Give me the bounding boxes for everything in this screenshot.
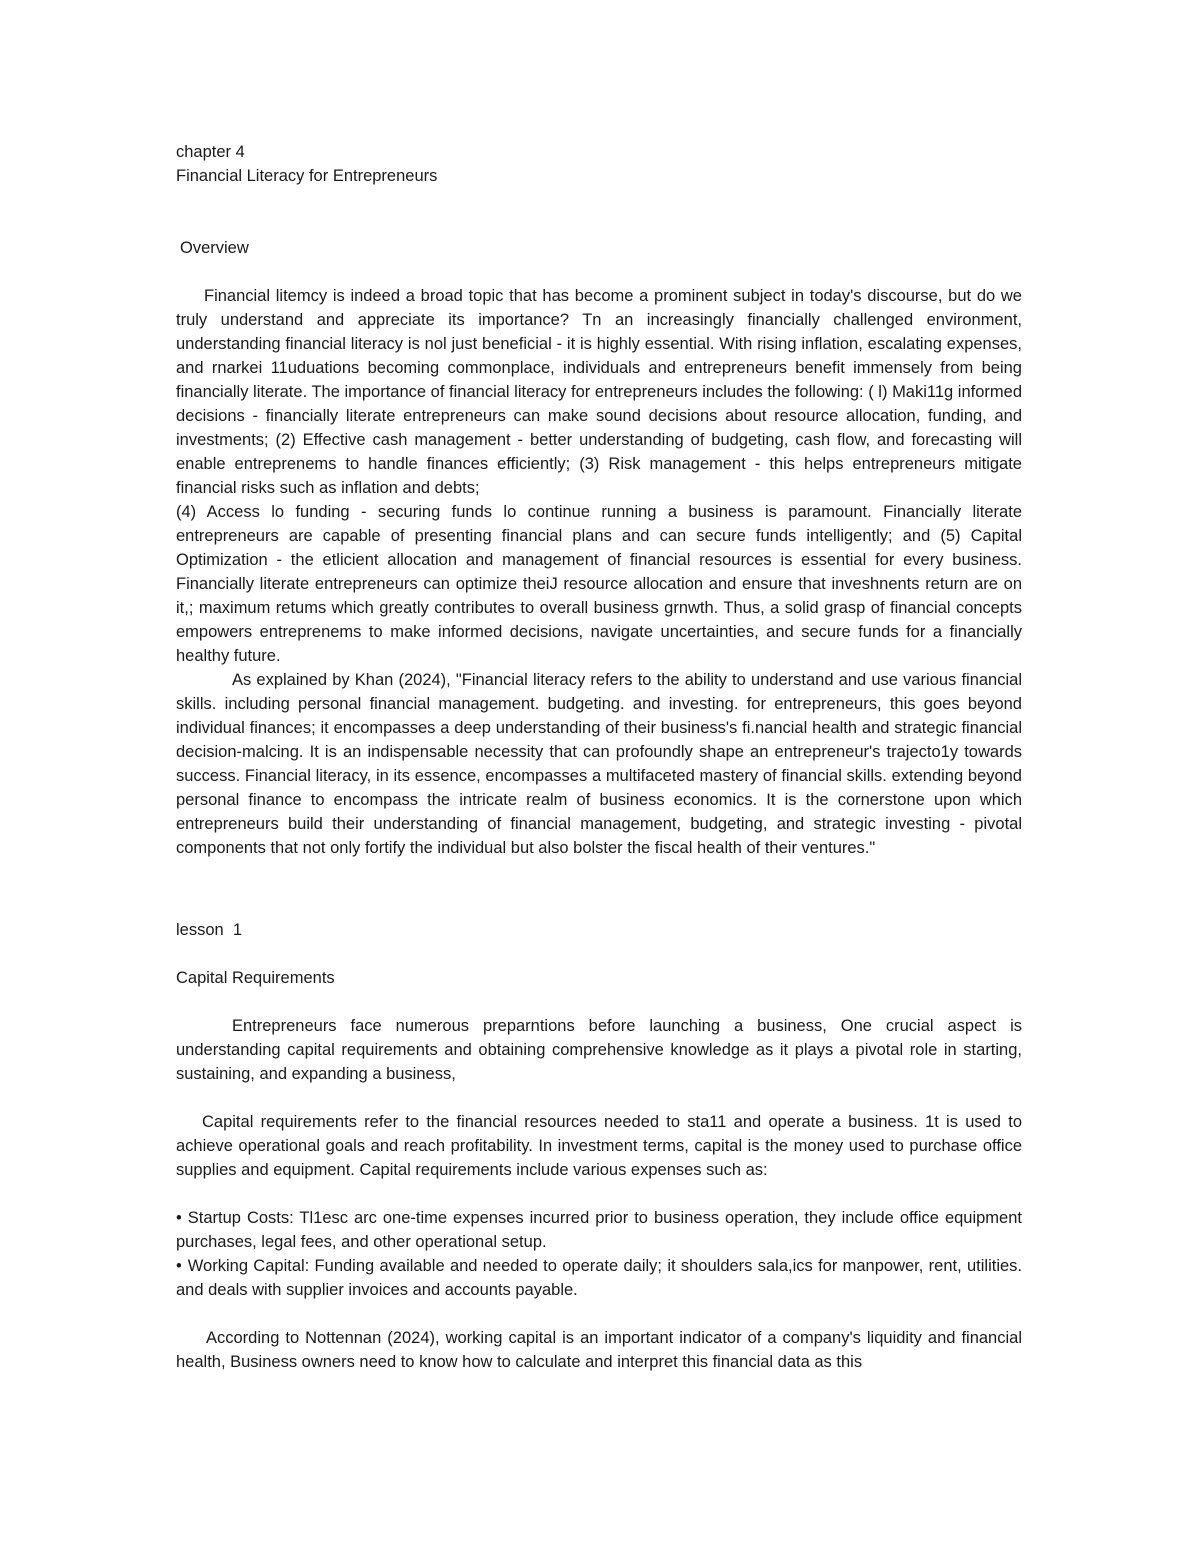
overview-paragraph-1: Financial litemcy is indeed a broad topic that has become a prominent subject in today's discourse, but do we truly understand and appreciate its importance? Tn an increasingly financially challenged environment, understanding financial literacy is nol just beneficial - it is highly essential. With rising inflation, escalating expenses, and rnarkei 11uduations becoming commonplace, individuals and entrepreneurs benefit immensely from being financially literate. The importance of financial literacy for entrepreneurs includes the following: ( l) Maki11g informed decisions - financially literate entrepreneurs can make sound decisions about resource allocation, funding, and investments; (2) Effective cash management - better understanding of budgeting, cash flow, and forecasting will enable entreprenems to handle finances efficiently; (3) Risk management - this helps entrepreneurs mitigate financial risks such as inflation and debts; bbox=[176, 287, 1022, 497]
document-page bbox=[176, 140, 1022, 1374]
lesson-label: lesson 1 bbox=[176, 921, 243, 939]
overview-paragraph-2: (4) Access lo funding - securing funds lo continue running a business is paramount. Financially literate entrepreneurs are capable of presenting financial plans and can secure funds intelligently; and (5) Capital Optimization - the etlicient allocation and management of financial resources is essential for every business. Financially literate entrepreneurs can optimize theiJ resource allocation and ensure that inveshnents return are on it,; maximum retums which greatly contributes to overall business grnwth. Thus, a solid grasp of financial concepts empowers entreprenems to make informed decisions, navigate uncertainties, and secure funds for a financially healthy future. bbox=[176, 503, 1022, 665]
overview-heading: Overview bbox=[180, 239, 249, 257]
spacer bbox=[176, 860, 1022, 918]
list-item-text: Startup Costs: Tl1esc arc one-time expenses incurred prior to business operation, they include office equipment purchases, legal fees, and other operational setup. bbox=[176, 1209, 1022, 1251]
lesson-paragraph-2: Capital requirements refer to the financial resources needed to sta11 and operate a business. 1t is used to achieve operational goals and reach profitability. In investment terms, capital is the money used to purchase office supplies and equipment. Capital requirements include various expenses such as: bbox=[176, 1113, 1022, 1179]
spacer bbox=[176, 1302, 1022, 1326]
list-item bbox=[176, 1206, 1022, 1254]
lesson-closing-paragraph: According to Nottennan (2024), working capital is an important indicator of a company's liquidity and financial health, Business owners need to know how to calculate and interpret this financial data as this bbox=[176, 1329, 1022, 1371]
lesson-title: Capital Requirements bbox=[176, 969, 335, 987]
list-item bbox=[176, 1254, 1022, 1302]
list-item-text: Working Capital: Funding available and needed to operate daily; it shoulders sala,ics for manpower, rent, utilities. and deals with supplier invoices and accounts payable. bbox=[176, 1257, 1022, 1299]
chapter-label: chapter 4 bbox=[176, 143, 245, 161]
capital-expenses-list bbox=[176, 1206, 1022, 1302]
bullet-icon: • bbox=[176, 1209, 182, 1227]
lesson-paragraph-1: Entrepreneurs face numerous preparntions before launching a business, One crucial aspect is understanding capital requirements and obtaining comprehensive knowledge as it plays a pivotal role in starting, sustaining, and expanding a business, bbox=[176, 1017, 1022, 1083]
overview-paragraph-3: As explained by Khan (2024), "Financial literacy refers to the ability to understand and use various financial skills. including personal financial management. budgeting. and investing. for entrepreneurs, this goes beyond individual finances; it encompasses a deep understanding of their business's fi.nancial health and strategic financial decision-malcing. It is an indispensable necessity that can profoundly shape an entrepreneur's trajecto1y towards success. Financial literacy, in its essence, encompasses a multifaceted mastery of financial skills. extending beyond personal finance to encompass the intricate realm of business economics. It is the cornerstone upon which entrepreneurs build their understanding of financial management, budgeting, and strategic investing - pivotal components that not only fortify the individual but also bolster the fiscal health of their ventures." bbox=[176, 671, 1022, 857]
spacer bbox=[176, 1182, 1022, 1206]
chapter-title: Financial Literacy for Entrepreneurs bbox=[176, 167, 438, 185]
spacer bbox=[176, 1086, 1022, 1110]
bullet-icon: • bbox=[176, 1257, 182, 1275]
